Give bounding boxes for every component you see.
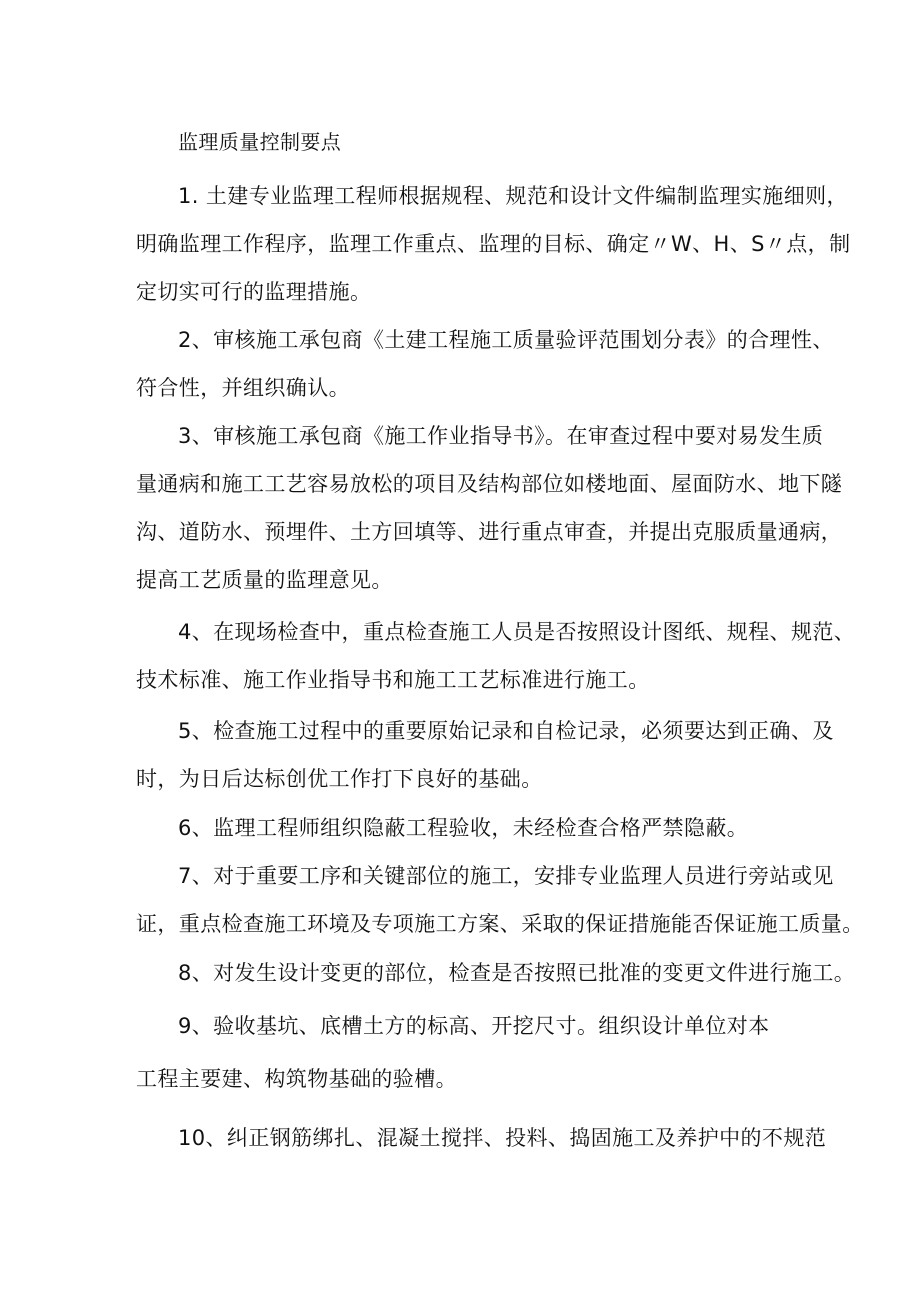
paragraph-7-line-1: 7、对于重要工序和关键部位的施工，安排专业监理人员进行旁站或见 — [178, 864, 834, 888]
paragraph-2-line-2: 符合性，并组织确认。 — [136, 376, 350, 400]
paragraph-3-line-4: 提高工艺质量的监理意见。 — [136, 568, 393, 592]
paragraph-3-line-2: 量通病和施工工艺容易放松的项目及结构部位如楼地面、屋面防水、地下隧 — [136, 472, 843, 496]
paragraph-4-line-2: 技术标准、施工作业指导书和施工工艺标准进行施工。 — [136, 668, 650, 692]
paragraph-1-line-2: 明确监理工作程序，监理工作重点、监理的目标、确定〃W、H、S〃点，制 — [136, 232, 851, 256]
paragraph-5-line-1: 5、检查施工过程中的重要原始记录和自检记录，必须要达到正确、及 — [178, 719, 834, 743]
paragraph-1-line-3: 定切实可行的监理措施。 — [136, 280, 372, 304]
paragraph-2-line-1: 2、审核施工承包商《土建工程施工质量验评范围划分表》的合理性、 — [178, 328, 834, 352]
paragraph-8-line-1: 8、对发生设计变更的部位，检查是否按照已批准的变更文件进行施工。 — [178, 961, 856, 985]
paragraph-9-line-1: 9、验收基坑、底槽土方的标高、开挖尺寸。组织设计单位对本 — [178, 1014, 770, 1038]
paragraph-3-line-3: 沟、道防水、预埋件、土方回填等、进行重点审查，并提出克服质量通病， — [136, 520, 843, 544]
document-title: 监理质量控制要点 — [178, 130, 342, 154]
paragraph-4-line-1: 4、在现场检查中，重点检查施工人员是否按照设计图纸、规程、规范、 — [178, 620, 856, 644]
paragraph-3-line-1: 3、审核施工承包商《施工作业指导书》。在审查过程中要对易发生质 — [178, 424, 824, 448]
paragraph-6-line-1: 6、监理工程师组织隐蔽工程验收，未经检查合格严禁隐蔽。 — [178, 816, 749, 840]
paragraph-5-line-2: 时，为日后达标创优工作打下良好的基础。 — [136, 767, 543, 791]
paragraph-10-line-1: 10、纠正钢筋绑扎、混凝土搅拌、投料、捣固施工及养护中的不规范 — [178, 1126, 827, 1150]
paragraph-9-line-2: 工程主要建、构筑物基础的验槽。 — [136, 1067, 457, 1091]
paragraph-7-line-2: 证，重点检查施工环境及专项施工方案、采取的保证措施能否保证施工质量。 — [136, 912, 864, 936]
paragraph-1-line-1: 1. 土建专业监理工程师根据规程、规范和设计文件编制监理实施细则， — [178, 184, 848, 208]
